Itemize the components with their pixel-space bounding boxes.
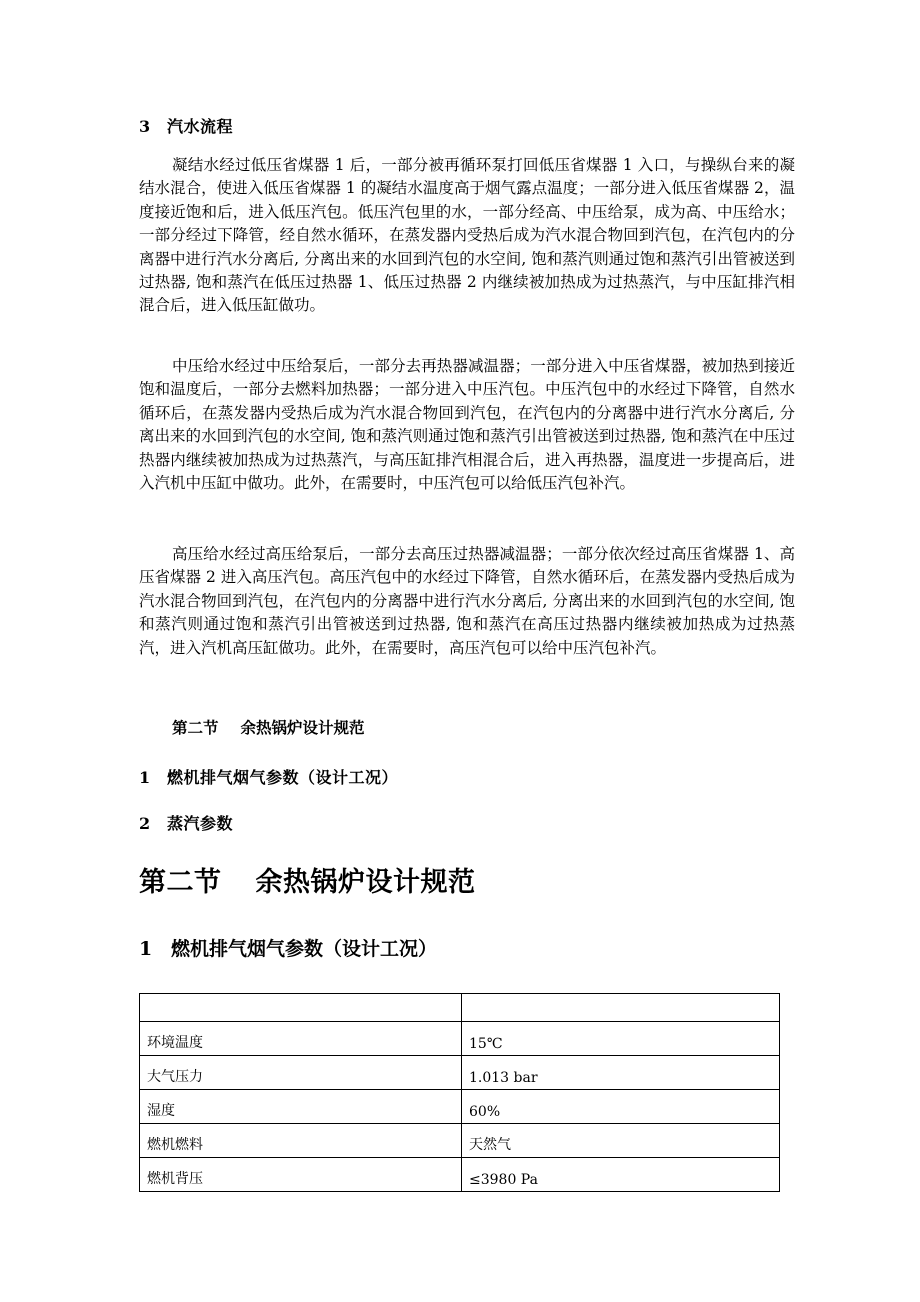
table-cell-value: 1.013 bar bbox=[462, 1056, 780, 1090]
table-cell-value: ≤3980 Pa bbox=[462, 1158, 780, 1192]
table-cell-key bbox=[140, 994, 462, 1022]
toc-item-2 bbox=[139, 811, 233, 834]
paragraph-medium-pressure: 中压给水经过中压给泵后，一部分去再热器减温器；一部分进入中压省煤器，被加热到接近饱和温度后，一部分去燃料加热器；一部分进入中压汽包。中压汽包中的水经过下降管，自然水循环后，在蒸发器内受热后成为汽水混合物回到汽包，在汽包内的分离器中进行汽水分离后, 分离出来的水回到汽包的水空间, 饱和蒸汽则通过饱和蒸汽引出管被送到过热器, 饱和蒸汽在中压过热器内继续被加热成为过热蒸汽，与高压缸排汽相混合后，进入再热器，温度进一步提高后，进入汽机中压缸中做功。此外，在需要时，中压汽包可以给低压汽包补汽。 bbox=[139, 357, 795, 493]
table-cell-key: 环境温度 bbox=[140, 1022, 462, 1056]
table-row bbox=[140, 1090, 780, 1124]
table-cell-key: 湿度 bbox=[140, 1090, 462, 1124]
table-cell-value: 天然气 bbox=[462, 1124, 780, 1158]
subsection-1-heading bbox=[139, 934, 437, 961]
table-cell-value bbox=[462, 994, 780, 1022]
section-3-title: 汽水流程 bbox=[167, 117, 234, 136]
toc-section-title: 余热锅炉设计规范 bbox=[240, 718, 365, 737]
paragraph-high-pressure: 高压给水经过高压给泵后，一部分去高压过热器减温器；一部分依次经过高压省煤器 1、高压省煤器 2 进入高压汽包。高压汽包中的水经过下降管，自然水循环后，在蒸发器内受热后成为汽水混合物回到汽包，在汽包内的分离器中进行汽水分离后, 分离出来的水回到汽包的水空间, 饱和蒸汽则通过饱和蒸汽引出管被送到过热器, 饱和蒸汽在高压过热器内继续被加热成为过热蒸汽，进入汽机高压缸做功。此外，在需要时，高压汽包可以给中压汽包补汽。 bbox=[139, 545, 795, 657]
toc-section-label: 第二节 bbox=[172, 718, 219, 737]
toc-item-1-number: 1 bbox=[139, 768, 151, 787]
section-heading bbox=[139, 860, 476, 899]
table-row bbox=[140, 1124, 780, 1158]
toc-item-2-title: 蒸汽参数 bbox=[167, 814, 234, 833]
table-cell-key: 燃机燃料 bbox=[140, 1124, 462, 1158]
toc-item-2-number: 2 bbox=[139, 814, 151, 833]
table-cell-value: 15℃ bbox=[462, 1022, 780, 1056]
section-3-heading bbox=[139, 114, 233, 137]
toc-section-heading bbox=[172, 716, 365, 738]
table-cell-key: 燃机背压 bbox=[140, 1158, 462, 1192]
exhaust-parameters-table bbox=[139, 993, 780, 1192]
section-label: 第二节 bbox=[139, 867, 222, 898]
subsection-1-title: 燃机排气烟气参数（设计工况） bbox=[171, 938, 438, 960]
table-row bbox=[140, 1158, 780, 1192]
table-row bbox=[140, 994, 780, 1022]
section-3-number: 3 bbox=[139, 117, 151, 136]
table-row bbox=[140, 1056, 780, 1090]
table-row bbox=[140, 1022, 780, 1056]
paragraph-low-pressure: 凝结水经过低压省煤器 1 后，一部分被再循环泵打回低压省煤器 1 入口，与操纵台来的凝结水混合，使进入低压省煤器 1 的凝结水温度高于烟气露点温度；一部分进入低压省煤器 2，温度接近饱和后，进入低压汽包。低压汽包里的水，一部分经高、中压给泵，成为高、中压给水；一部分经过下降管，经自然水循环，在蒸发器内受热后成为汽水混合物回到汽包，在汽包内的分离器中进行汽水分离后, 分离出来的水回到汽包的水空间, 饱和蒸汽则通过饱和蒸汽引出管被送到过热器, 饱和蒸汽在低压过热器 1、低压过热器 2 内继续被加热成为过热蒸汽，与中压缸排汽相混合后，进入低压缸做功。 bbox=[139, 156, 795, 315]
table-cell-value: 60% bbox=[462, 1090, 780, 1124]
toc-item-1-title: 燃机排气烟气参数（设计工况） bbox=[167, 768, 399, 787]
subsection-1-number: 1 bbox=[139, 938, 153, 960]
section-title: 余热锅炉设计规范 bbox=[255, 867, 476, 898]
toc-item-1 bbox=[139, 765, 398, 788]
table-cell-key: 大气压力 bbox=[140, 1056, 462, 1090]
